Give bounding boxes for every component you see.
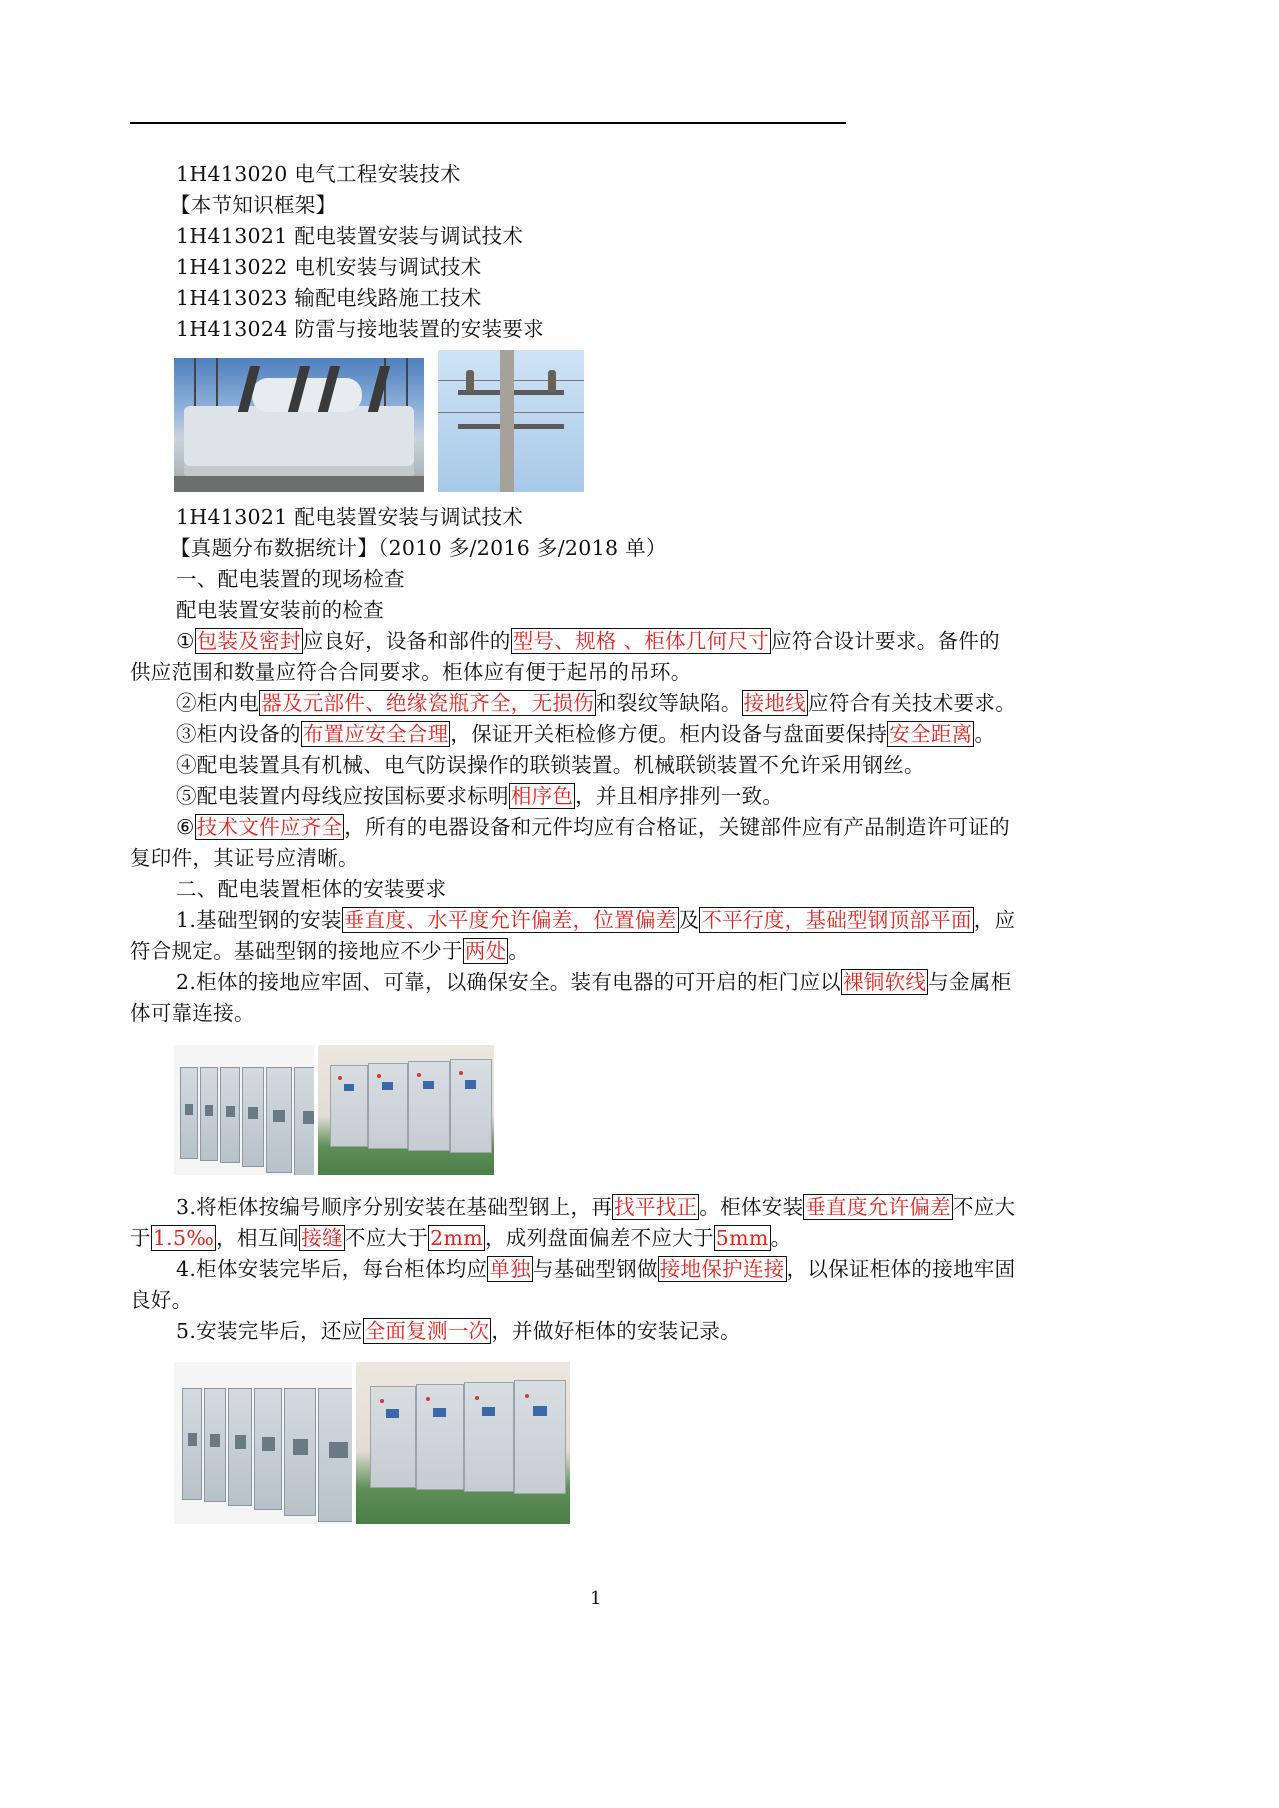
page-number: 1 <box>590 1588 602 1609</box>
highlight: 垂直度允许偏差 <box>805 1195 951 1219</box>
check-item-2: ②柜内电器及元部件、绝缘瓷瓶齐全，无损伤和裂纹等缺陷。接地线应符合有关技术要求。 <box>176 691 1017 715</box>
req-item-3: 3.将柜体按编号顺序分别安装在基础型钢上，再找平找正。柜体安装垂直度允许偏差不应大 <box>176 1195 1016 1219</box>
part1-title: 一、配电装置的现场检查 <box>176 567 405 591</box>
highlight: 找平找正 <box>614 1195 698 1219</box>
highlight: 不平行度，基础型钢顶部平面 <box>701 908 972 932</box>
req-item-1: 1.基础型钢的安装垂直度、水平度允许偏差，位置偏差及不平行度，基础型钢顶部平面，应 <box>176 908 1016 932</box>
toc-item: 1H413021 配电装置安装与调试技术 <box>176 224 524 248</box>
header-rule <box>130 122 846 124</box>
section-code: 1H413020 电气工程安装技术 <box>176 162 461 186</box>
highlight: 技术文件应齐全 <box>196 815 343 839</box>
highlight: 两处 <box>464 939 507 963</box>
switchgear-room-photo-2 <box>356 1362 570 1524</box>
check-item-4: ④配电装置具有机械、电气防误操作的联锁装置。机械联锁装置不允许采用钢丝。 <box>176 753 925 777</box>
toc-item: 1H413022 电机安装与调试技术 <box>176 255 482 279</box>
switchgear-row-photo-2 <box>174 1362 352 1524</box>
section-title: 1H413021 配电装置安装与调试技术 <box>176 505 524 529</box>
check-item-5: ⑤配电装置内母线应按国标要求标明相序色，并且相序排列一致。 <box>176 784 784 808</box>
part2-title: 二、配电装置柜体的安装要求 <box>176 877 447 901</box>
req-item-4-cont: 良好。 <box>130 1288 193 1312</box>
stats-line: 【真题分布数据统计】（2010 多/2016 多/2018 单） <box>170 536 667 560</box>
highlight: 安全距离 <box>889 722 973 746</box>
highlight: 5mm <box>715 1226 769 1250</box>
highlight: 2mm <box>430 1226 483 1250</box>
highlight: 单独 <box>489 1257 531 1281</box>
check-item-3: ③柜内设备的布置应安全合理，保证开关柜检修方便。柜内设备与盘面要保持安全距离。 <box>176 722 996 746</box>
highlight: 裸铜软线 <box>842 970 927 994</box>
check-item-6-cont: 复印件，其证号应清晰。 <box>130 846 359 870</box>
highlight: 接地保护连接 <box>659 1257 785 1281</box>
req-item-3-cont: 于1.5‰，相互间接缝不应大于2mm，成列盘面偏差不应大于5mm。 <box>130 1226 792 1250</box>
req-item-1-cont: 符合规定。基础型钢的接地应不少于两处。 <box>130 939 530 963</box>
highlight: 垂直度、水平度允许偏差，位置偏差 <box>343 908 677 932</box>
toc-item: 1H413024 防雷与接地装置的安装要求 <box>176 317 544 341</box>
check-item-6: ⑥技术文件应齐全，所有的电器设备和元件均应有合格证，关键部件应有产品制造许可证的 <box>176 815 1010 839</box>
req-item-2: 2.柜体的接地应牢固、可靠，以确保安全。装有电器的可开启的柜门应以裸铜软线与金属柜 <box>176 970 1012 994</box>
highlight: 相序色 <box>510 784 574 808</box>
highlight: 布置应安全合理 <box>302 722 449 746</box>
part1-subtitle: 配电装置安装前的检查 <box>176 598 384 622</box>
highlight: 接地线 <box>743 691 807 715</box>
req-item-2-cont: 体可靠连接。 <box>130 1001 255 1025</box>
req-item-4: 4.柜体安装完毕后，每台柜体均应单独与基础型钢做接地保护连接，以保证柜体的接地牢固 <box>176 1257 1016 1281</box>
highlight: 型号、规格 、柜体几何尺寸 <box>512 629 770 653</box>
switchgear-room-photo <box>318 1045 494 1175</box>
highlight: 器及元部件、绝缘瓷瓶齐全，无损伤 <box>261 691 595 715</box>
check-item-1-cont: 供应范围和数量应符合合同要求。柜体应有便于起吊的吊环。 <box>130 660 692 684</box>
req-item-5: 5.安装完毕后，还应全面复测一次，并做好柜体的安装记录。 <box>176 1319 741 1343</box>
transformer-photo <box>174 358 424 492</box>
utility-pole-photo <box>438 350 584 492</box>
toc-item: 1H413023 输配电线路施工技术 <box>176 286 482 310</box>
highlight: 全面复测一次 <box>364 1319 490 1343</box>
check-item-1: ①包装及密封应良好，设备和部件的型号、规格 、柜体几何尺寸应符合设计要求。备件的 <box>176 629 1000 653</box>
switchgear-row-photo <box>174 1045 314 1175</box>
highlight: 1.5‰ <box>152 1226 215 1250</box>
highlight: 包装及密封 <box>196 629 301 653</box>
highlight: 接缝 <box>301 1226 343 1250</box>
framework-title: 【本节知识框架】 <box>170 193 337 217</box>
